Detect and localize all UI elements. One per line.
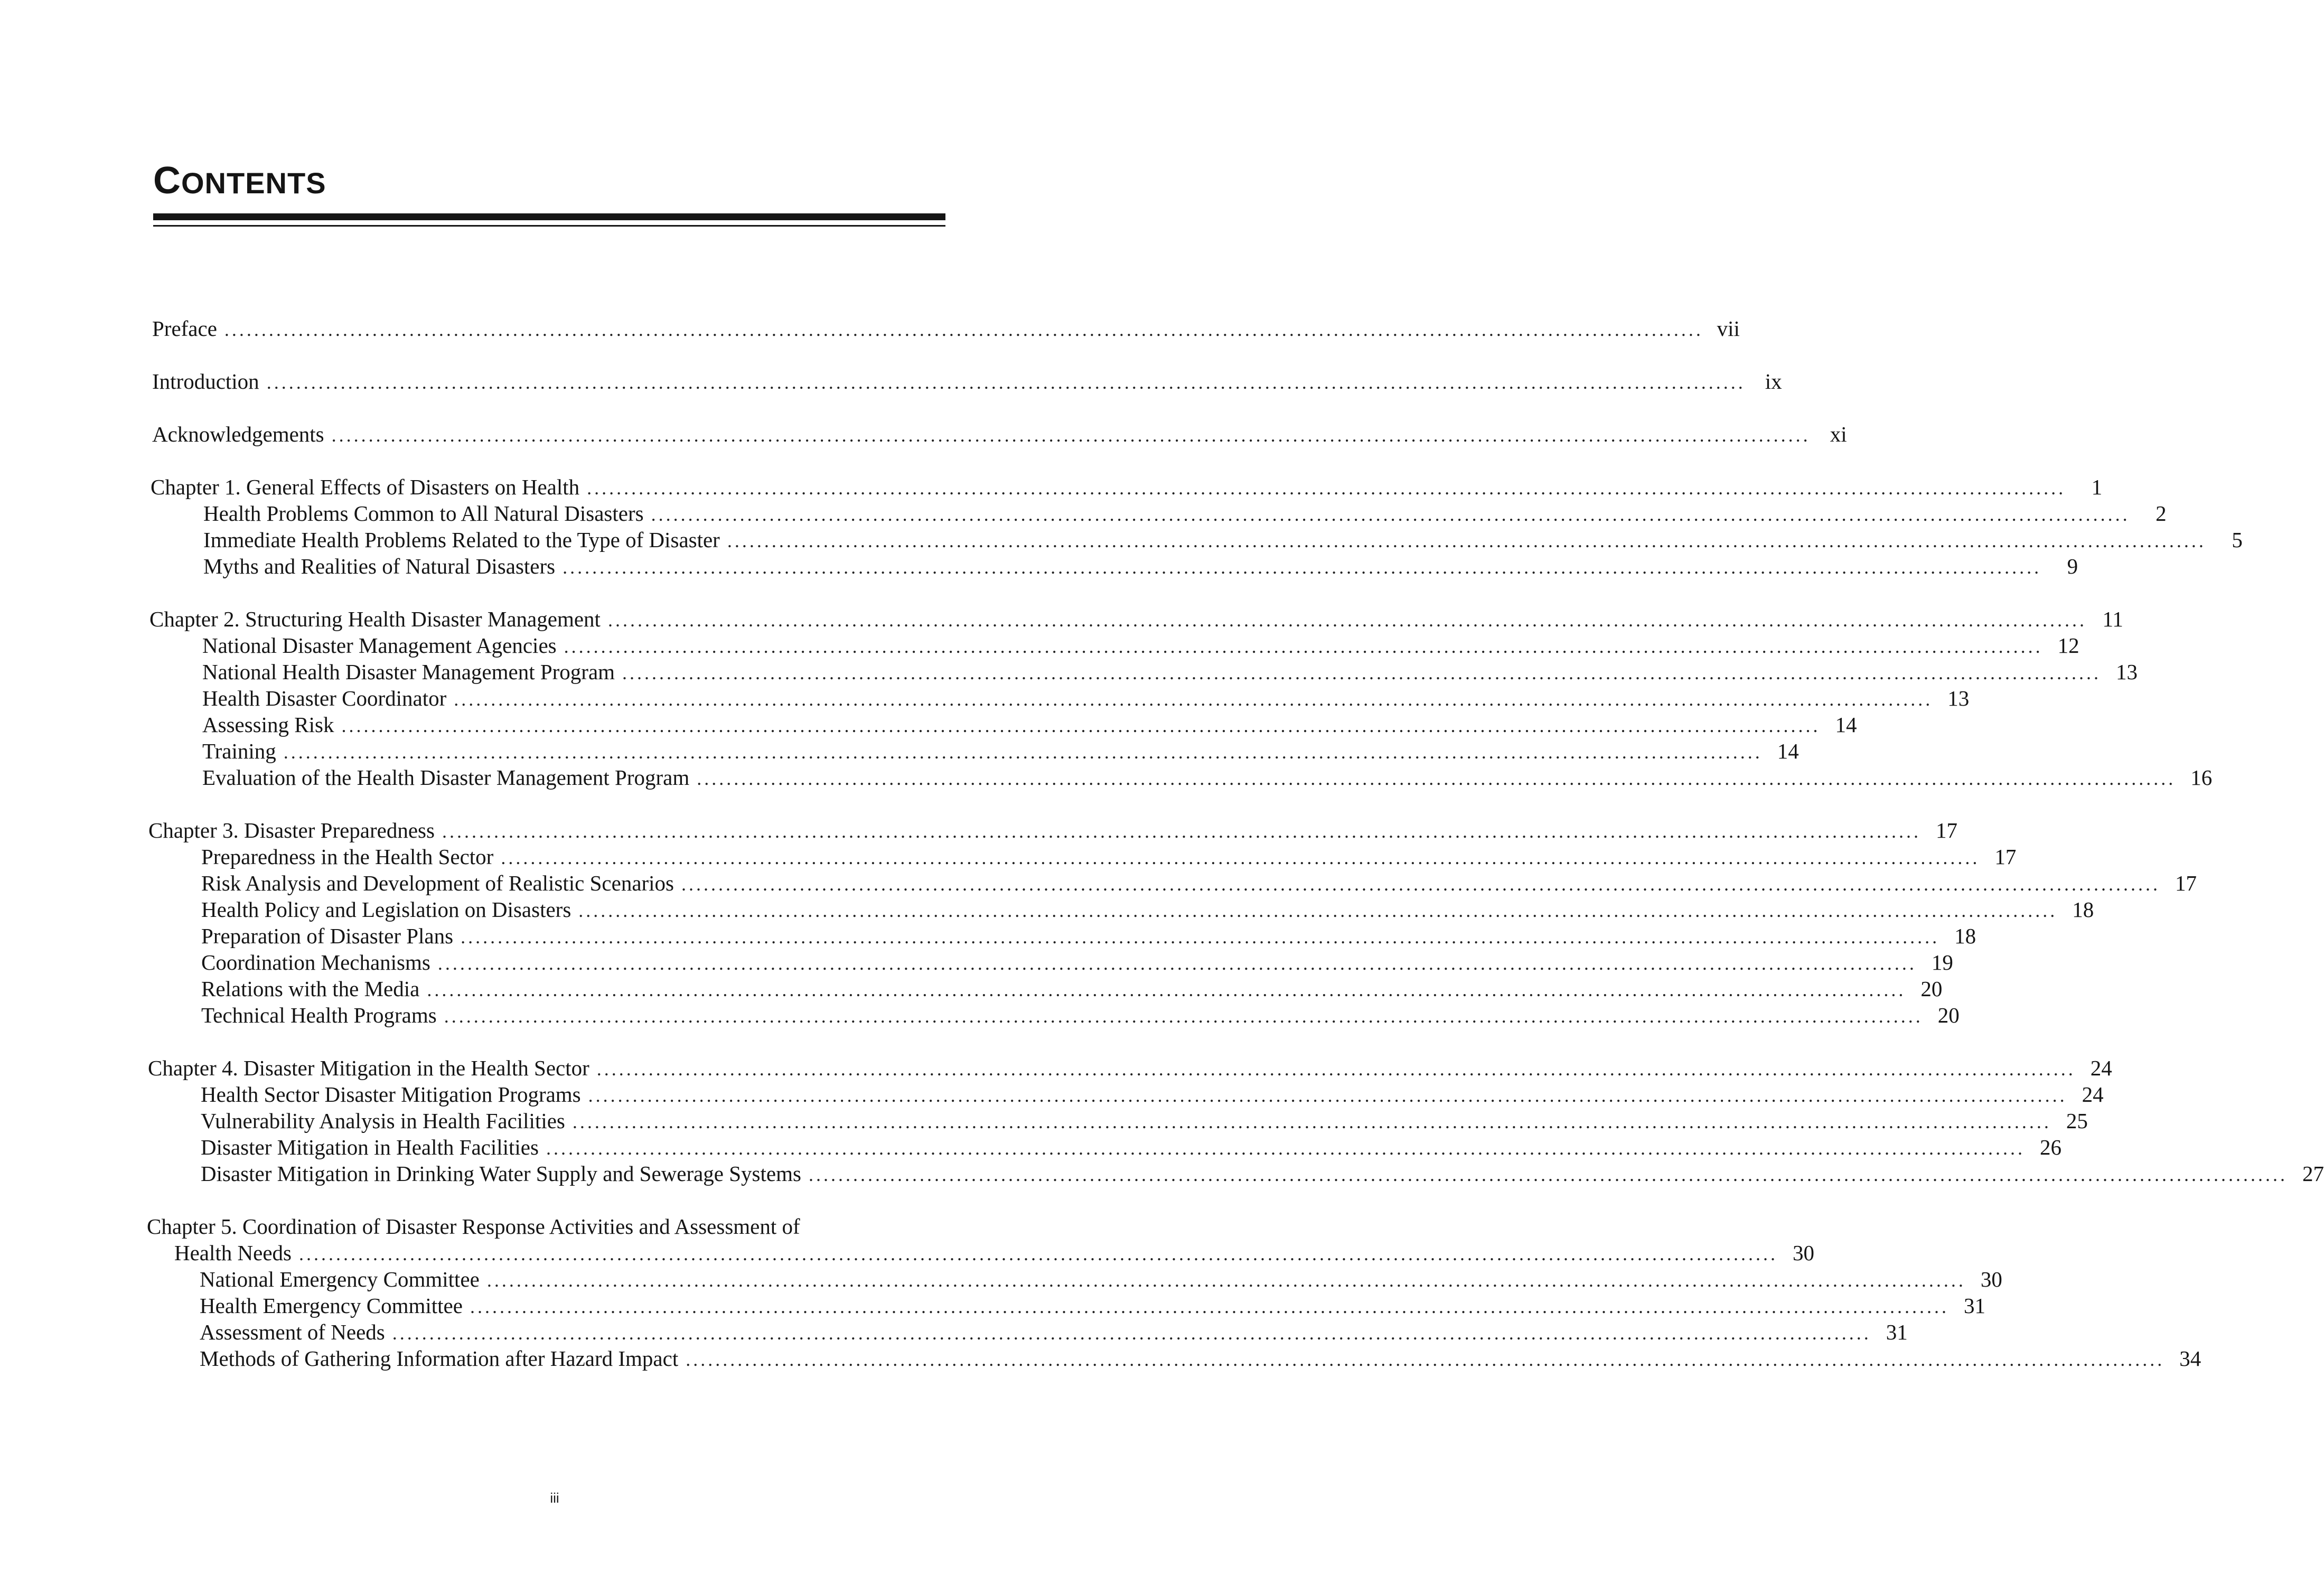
- toc-label: Coordination Mechanisms: [201, 950, 430, 974]
- dot-leader: ........................................................................................................................................................................................................: [587, 477, 2066, 499]
- toc-page: 20: [1920, 977, 1943, 1001]
- toc-chapter-5[interactable]: [174, 1240, 1814, 1266]
- toc-label: Assessing Risk: [202, 713, 334, 737]
- toc-label: Myths and Realities of Natural Disasters: [203, 554, 556, 578]
- toc-label: Assessment of Needs: [200, 1320, 385, 1344]
- toc-page: 18: [2072, 897, 2094, 922]
- dot-leader: ........................................................................................................................................................................................................: [454, 689, 1933, 710]
- dot-leader: ........................................................................................................................................................................................................: [596, 1058, 2076, 1080]
- dot-leader: ........................................................................................................................................................................................................: [486, 1270, 1966, 1291]
- toc-page: 2: [2156, 501, 2167, 526]
- dot-leader: ........................................................................................................................................................................................................: [607, 610, 2087, 631]
- toc-label: Risk Analysis and Development of Realistic Scenarios: [201, 871, 674, 895]
- toc-page: 17: [1994, 845, 2017, 869]
- dot-leader: ........................................................................................................................................................................................................: [686, 1349, 2165, 1370]
- toc-page: 14: [1835, 713, 1857, 737]
- dot-leader: ........................................................................................................................................................................................................: [392, 1323, 1871, 1344]
- toc-chapter-1[interactable]: [151, 474, 2103, 500]
- dot-leader: ........................................................................................................................................................................................................: [341, 715, 1821, 736]
- toc-page: 12: [2057, 633, 2079, 658]
- toc-section[interactable]: [203, 500, 2167, 527]
- toc-section[interactable]: [202, 632, 2079, 659]
- toc-label: Technical Health Programs: [201, 1003, 437, 1027]
- toc-label: Health Problems Common to All Natural Disasters: [203, 501, 644, 526]
- toc-label: Health Sector Disaster Mitigation Programs: [201, 1082, 581, 1107]
- toc-page: 9: [2067, 554, 2078, 578]
- dot-leader: ........................................................................................................................................................................................................: [622, 662, 2102, 683]
- toc-label: Health Needs: [174, 1241, 292, 1265]
- toc-label: Preparation of Disaster Plans: [201, 924, 454, 948]
- toc-page: 27: [2302, 1161, 2324, 1186]
- toc-page: 25: [2066, 1109, 2088, 1133]
- toc-section[interactable]: [201, 923, 1976, 949]
- toc-page: 17: [2175, 871, 2197, 895]
- toc-section[interactable]: [200, 1319, 1908, 1345]
- toc-label: Introduction: [152, 369, 259, 393]
- dot-leader: ........................................................................................................................................................................................................: [681, 874, 2161, 895]
- toc-entry-preface[interactable]: [152, 315, 1740, 342]
- toc-section[interactable]: [201, 1108, 2088, 1134]
- toc-section[interactable]: [201, 1134, 2061, 1160]
- toc-label: Chapter 1. General Effects of Disasters on Health: [151, 475, 580, 499]
- toc-section[interactable]: [201, 870, 2197, 896]
- dot-leader: ........................................................................................................................................................................................................: [501, 847, 1980, 868]
- toc-section[interactable]: [201, 949, 1953, 976]
- toc-section[interactable]: [201, 896, 2094, 923]
- title-rest: ONTENTS: [181, 166, 326, 200]
- toc-chapter-4[interactable]: [148, 1055, 2112, 1081]
- toc-label: National Disaster Management Agencies: [202, 633, 557, 658]
- toc-section[interactable]: [201, 1002, 1960, 1028]
- title-initial: C: [153, 160, 181, 202]
- toc-page: 5: [2232, 528, 2243, 552]
- dot-leader: ........................................................................................................................................................................................................: [470, 1296, 1949, 1317]
- toc-section[interactable]: [200, 1345, 2201, 1372]
- toc-page: 16: [2190, 765, 2213, 790]
- toc-section[interactable]: [202, 659, 2138, 685]
- toc-section[interactable]: [202, 738, 1799, 764]
- dot-leader: ........................................................................................................................................................................................................: [578, 900, 2058, 921]
- toc-label: Relations with the Media: [201, 977, 420, 1001]
- toc-label: Training: [202, 739, 276, 763]
- toc-page: 18: [1954, 924, 1976, 948]
- dot-leader: ........................................................................................................................................................................................................: [266, 372, 1746, 393]
- dot-leader: ........................................................................................................................................................................................................: [444, 1006, 1923, 1027]
- toc-label: Preface: [152, 316, 217, 341]
- toc-entry-introduction[interactable]: [152, 368, 1782, 395]
- dot-leader: ........................................................................................................................................................................................................: [546, 1138, 2025, 1159]
- toc-section[interactable]: [201, 843, 2017, 870]
- toc-section[interactable]: [201, 1160, 2324, 1187]
- toc-entry-acknowledgements[interactable]: [152, 421, 1847, 447]
- dot-leader: ........................................................................................................................................................................................................: [437, 953, 1917, 974]
- dot-leader: ........................................................................................................................................................................................................: [299, 1243, 1778, 1264]
- toc-page: 31: [1963, 1294, 1985, 1318]
- dot-leader: ........................................................................................................................................................................................................: [697, 768, 2176, 789]
- toc-page: 14: [1777, 739, 1799, 763]
- toc-section[interactable]: [201, 976, 1943, 1002]
- toc-page: vii: [1717, 316, 1740, 341]
- toc-section[interactable]: [203, 553, 2078, 579]
- toc-label: Chapter 4. Disaster Mitigation in the Health Sector: [148, 1056, 589, 1080]
- dot-leader: ........................................................................................................................................................................................................: [572, 1111, 2051, 1132]
- toc-page: 24: [2090, 1056, 2112, 1080]
- toc-label: Acknowledgements: [152, 422, 324, 446]
- toc-label: Chapter 3. Disaster Preparedness: [148, 818, 435, 842]
- dot-leader: ........................................................................................................................................................................................................: [563, 557, 2042, 578]
- toc-section[interactable]: [202, 685, 1970, 711]
- toc-page: 19: [1931, 950, 1953, 974]
- dot-leader: ........................................................................................................................................................................................................: [588, 1085, 2067, 1106]
- toc-chapter-5-title[interactable]: Chapter 5. Coordination of Disaster Response Activities and Assessment of: [147, 1214, 800, 1239]
- toc-page: 20: [1937, 1003, 1960, 1027]
- toc-section[interactable]: [202, 711, 1857, 738]
- toc-page: 11: [2102, 607, 2123, 631]
- toc-page: 31: [1886, 1320, 1908, 1344]
- toc-page: 30: [1793, 1241, 1814, 1265]
- toc-label: National Emergency Committee: [200, 1267, 480, 1291]
- dot-leader: ........................................................................................................................................................................................................: [331, 425, 1811, 446]
- toc-label: Disaster Mitigation in Drinking Water Supply and Sewerage Systems: [201, 1161, 801, 1186]
- toc-page: ix: [1765, 369, 1782, 393]
- toc-page: 13: [2116, 660, 2138, 684]
- toc-label: Preparedness in the Health Sector: [201, 845, 494, 869]
- dot-leader: ........................................................................................................................................................................................................: [564, 636, 2043, 657]
- toc-section[interactable]: [200, 1292, 1985, 1319]
- toc-chapter-3[interactable]: [148, 817, 1957, 843]
- dot-leader: ........................................................................................................................................................................................................: [651, 504, 2130, 525]
- toc-label: Vulnerability Analysis in Health Facilities: [201, 1109, 565, 1133]
- toc-page: 34: [2179, 1346, 2201, 1371]
- toc-label: Chapter 2. Structuring Health Disaster Management: [149, 607, 601, 631]
- toc-chapter-2[interactable]: [149, 606, 2123, 632]
- toc-page: xi: [1830, 422, 1847, 446]
- dot-leader: ........................................................................................................................................................................................................: [442, 821, 1921, 842]
- toc-label: Health Disaster Coordinator: [202, 686, 447, 710]
- toc-page: 17: [1935, 818, 1957, 842]
- toc-label: Methods of Gathering Information after Hazard Impact: [200, 1346, 679, 1371]
- toc-label: Disaster Mitigation in Health Facilities: [201, 1135, 539, 1159]
- toc-label: National Health Disaster Management Program: [202, 660, 615, 684]
- toc-page: 24: [2082, 1082, 2104, 1107]
- toc-label: Health Emergency Committee: [200, 1294, 463, 1318]
- dot-leader: ........................................................................................................................................................................................................: [808, 1164, 2288, 1185]
- toc-section[interactable]: [200, 1266, 2002, 1292]
- toc-section[interactable]: [201, 1081, 2104, 1108]
- dot-leader: ........................................................................................................................................................................................................: [224, 319, 1703, 340]
- toc-page: 1: [2091, 475, 2103, 499]
- toc-section[interactable]: [203, 527, 2243, 553]
- dot-leader: ........................................................................................................................................................................................................: [427, 979, 1906, 1000]
- toc-section[interactable]: [202, 764, 2213, 791]
- dot-leader: ........................................................................................................................................................................................................: [727, 530, 2206, 551]
- toc-page: 26: [2039, 1135, 2061, 1159]
- toc-label: Immediate Health Problems Related to the Type of Disaster: [203, 528, 720, 552]
- toc-label: Health Policy and Legislation on Disasters: [201, 897, 571, 922]
- toc-page: 30: [1980, 1267, 2002, 1291]
- page-number: iii: [550, 1490, 559, 1506]
- dot-leader: ........................................................................................................................................................................................................: [283, 742, 1763, 763]
- toc-label: Evaluation of the Health Disaster Management Program: [202, 765, 690, 790]
- dot-leader: ........................................................................................................................................................................................................: [461, 926, 1940, 948]
- toc-page: 13: [1947, 686, 1970, 710]
